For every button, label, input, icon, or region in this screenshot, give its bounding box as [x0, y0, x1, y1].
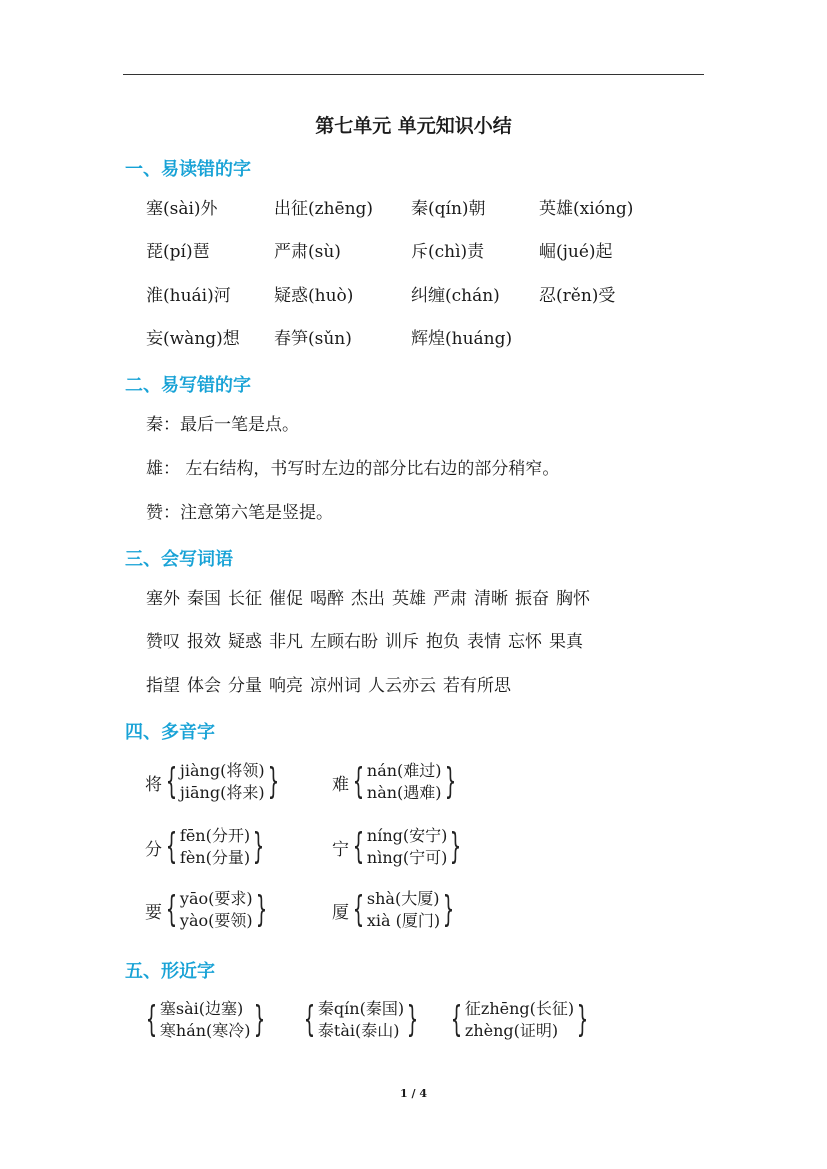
vocab-word: 分量: [228, 676, 262, 696]
polyphone-reading: nán(难过): [366, 761, 442, 780]
brace-close-icon: }: [442, 889, 455, 930]
reading-item: 疑惑(huò): [274, 286, 354, 306]
vocab-word: 胸怀: [556, 589, 590, 609]
similar-char-entry: 秦qín(秦国): [317, 999, 405, 1018]
reading-item: 春笋(sǔn): [274, 329, 352, 349]
page-number: 1 / 4: [400, 1087, 427, 1100]
vocab-word: 表情: [467, 632, 501, 652]
polyphone-reading: nìng(宁可): [366, 848, 448, 867]
vocab-word: 严肃: [433, 589, 467, 609]
header-rule: [123, 74, 704, 75]
section-heading-1: 一、易读错的字: [125, 159, 251, 180]
brace-open-icon: {: [352, 761, 365, 802]
brace-open-icon: {: [303, 999, 316, 1040]
polyphone-reading: shà(大厦): [366, 889, 440, 908]
vocab-word: 训斥: [385, 632, 419, 652]
polyphone-reading: fèn(分量): [179, 848, 251, 867]
brace-close-icon: }: [253, 999, 265, 1040]
polyphone-reading: fēn(分开): [179, 826, 251, 845]
vocab-word: 凉州词: [310, 676, 361, 696]
vocab-word: 英雄: [392, 589, 426, 609]
polyphone-reading: xià (厦门): [366, 911, 441, 930]
writing-note-1: 秦：最后一笔是点。: [146, 415, 299, 435]
vocab-word: 塞外: [146, 589, 180, 609]
reading-item: 淮(huái)河: [146, 286, 231, 306]
section-heading-3: 三、会写词语: [125, 549, 233, 570]
polyphone-reading: jiāng(将来): [179, 783, 265, 802]
reading-item: 出征(zhēng): [274, 199, 374, 219]
reading-item: 严肃(sù): [274, 242, 341, 262]
vocab-word: 催促: [269, 589, 303, 609]
vocab-word: 人云亦云: [368, 676, 436, 696]
reading-item: 崛(jué)起: [539, 242, 613, 262]
words-row: [146, 631, 590, 653]
page-title: 第七单元 单元知识小结: [315, 115, 512, 137]
similar-char-entry: 泰tài(泰山): [317, 1021, 400, 1040]
reading-item: 忍(rěn)受: [539, 286, 616, 306]
vocab-word: 杰出: [351, 589, 385, 609]
brace-close-icon: }: [450, 826, 462, 867]
vocab-word: 报效: [187, 632, 221, 652]
vocab-word: 若有所思: [443, 676, 511, 696]
brace-open-icon: {: [165, 761, 178, 802]
reading-item: 英雄(xióng): [539, 199, 634, 219]
brace-close-icon: }: [576, 999, 589, 1040]
similar-char-group: [448, 998, 591, 1042]
reading-item: 纠缠(chán): [411, 286, 500, 306]
polyphone-char: 将: [145, 774, 162, 795]
reading-item: 辉煌(huáng): [411, 329, 513, 349]
vocab-word: 秦国: [187, 589, 221, 609]
brace-open-icon: {: [165, 826, 178, 867]
similar-char-entry: 塞sài(边塞): [159, 999, 244, 1018]
brace-open-icon: {: [450, 999, 463, 1040]
brace-open-icon: {: [352, 889, 365, 930]
brace-open-icon: {: [352, 826, 365, 867]
section-heading-4: 四、多音字: [125, 722, 215, 743]
vocab-word: 左顾右盼: [310, 632, 378, 652]
vocab-word: 抱负: [426, 632, 460, 652]
vocab-word: 响亮: [269, 676, 303, 696]
polyphone-reading: jiàng(将领): [179, 761, 265, 780]
brace-open-icon: {: [145, 999, 158, 1040]
section-heading-2: 二、易写错的字: [125, 375, 251, 396]
similar-char-entry: zhèng(证明): [464, 1021, 559, 1040]
similar-char-group: [301, 998, 421, 1042]
brace-open-icon: {: [165, 889, 178, 930]
vocab-word: 清晰: [474, 589, 508, 609]
polyphone-reading: nàn(遇难): [366, 783, 442, 802]
brace-close-icon: }: [252, 826, 265, 867]
words-row: [146, 588, 597, 610]
polyphone-char: 要: [145, 902, 162, 923]
writing-note-3: 赞：注意第六笔是竖提。: [146, 503, 333, 523]
polyphone-char: 分: [145, 839, 162, 860]
polyphone-reading: níng(安宁): [366, 826, 448, 845]
polyphone-item: [332, 825, 464, 869]
similar-char-entry: 征zhēng(长征): [464, 999, 575, 1018]
polyphone-reading: yāo(要求): [179, 889, 253, 908]
polyphone-item: [332, 888, 457, 932]
vocab-word: 赞叹: [146, 632, 180, 652]
brace-close-icon: }: [255, 889, 267, 930]
reading-item: 斥(chì)责: [411, 242, 485, 262]
polyphone-char: 厦: [332, 902, 349, 923]
polyphone-item: [332, 760, 458, 804]
vocab-word: 疑惑: [228, 632, 262, 652]
vocab-word: 指望: [146, 676, 180, 696]
vocab-word: 喝醉: [310, 589, 344, 609]
polyphone-char: 宁: [332, 839, 349, 860]
vocab-word: 非凡: [269, 632, 303, 652]
brace-close-icon: }: [444, 761, 456, 802]
section-heading-5: 五、形近字: [125, 961, 215, 982]
reading-item: 秦(qín)朝: [411, 199, 486, 219]
polyphone-item: [145, 888, 270, 932]
vocab-word: 果真: [549, 632, 583, 652]
vocab-word: 长征: [228, 589, 262, 609]
writing-note-2: 雄： 左右结构，书写时左边的部分比右边的部分稍窄。: [146, 459, 560, 479]
words-row: [146, 675, 518, 697]
polyphone-char: 难: [332, 774, 349, 795]
similar-char-entry: 寒hán(寒冷): [159, 1021, 251, 1040]
vocab-word: 体会: [187, 676, 221, 696]
polyphone-item: [145, 760, 281, 804]
brace-close-icon: }: [267, 761, 279, 802]
reading-item: 琵(pí)琶: [146, 242, 210, 262]
brace-close-icon: }: [406, 999, 419, 1040]
polyphone-item: [145, 825, 267, 869]
reading-item: 妄(wàng)想: [146, 329, 240, 349]
reading-item: 塞(sài)外: [146, 199, 218, 219]
vocab-word: 振奋: [515, 589, 549, 609]
similar-char-group: [143, 998, 267, 1042]
vocab-word: 忘怀: [508, 632, 542, 652]
polyphone-reading: yào(要领): [179, 911, 253, 930]
